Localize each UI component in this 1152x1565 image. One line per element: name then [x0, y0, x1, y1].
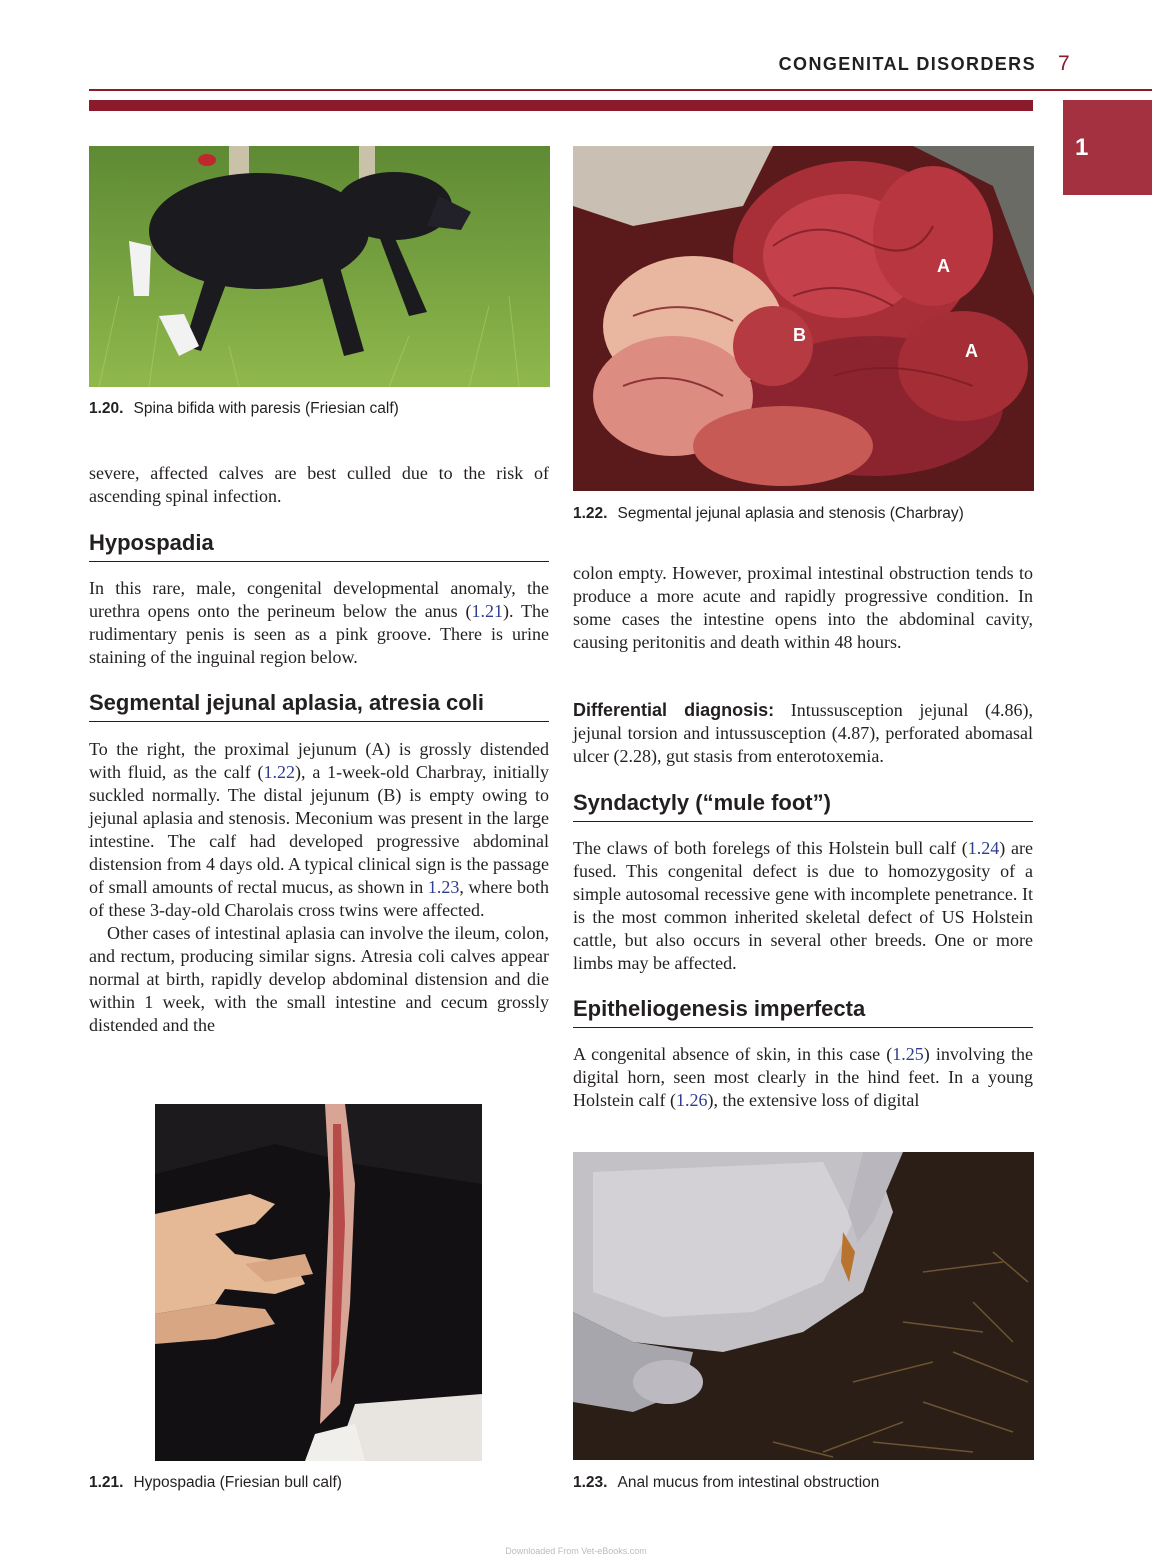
figure-reference-link[interactable]: 1.24: [967, 838, 1000, 858]
hypospadia-text-2: ). The rudimentary penis is seen as a pink groove. There is urine staining of the inguinal region below.: [89, 601, 549, 667]
continuation-paragraph: [573, 562, 1033, 654]
segmental-paragraphs: [89, 738, 549, 1037]
figure-number: 1.23.: [573, 1474, 608, 1491]
differential-diagnosis-label: Differential diagnosis:: [573, 700, 775, 720]
heading-hypospadia: Hypospadia: [89, 530, 549, 562]
figure-reference-link[interactable]: 1.26: [675, 1090, 708, 1110]
figure-label-b: B: [793, 325, 806, 345]
header-rule-thin: [89, 89, 1152, 91]
differential-diagnosis-text: Intussusception jejunal (4.86), jejunal torsion and intussusception (4.87), perforated abomasal ulcer (2.28), gut stasis from enterotoxemia.: [573, 700, 1033, 766]
figure-reference-link[interactable]: 1.25: [892, 1044, 924, 1064]
segmental-text-3: , where both of these 3-day-old Charolais cross twins were affected.: [89, 877, 549, 920]
differential-diagnosis-paragraph: [573, 699, 1033, 768]
epitheliogenesis-text-2: ) involving the digital horn, seen most clearly in the hind feet. In a young Holstein calf (: [573, 1044, 1033, 1110]
figure-1-20-caption: [89, 400, 399, 418]
footer-watermark: Downloaded From Vet-eBooks.com: [505, 1546, 647, 1556]
figure-label-a-lower: A: [965, 341, 978, 361]
heading-epitheliogenesis-imperfecta: Epitheliogenesis imperfecta: [573, 996, 1033, 1028]
figure-number: 1.20.: [89, 400, 124, 417]
segmental-text-2: ), a 1-week-old Charbray, initially suckled normally. The distal jejunum (B) is empty owing to jejunal aplasia and stenosis. Meconium was present in the large intestine. The calf had developed progressive abdominal distension from 4 days old. A typical clinical sign is the passage of small amounts of rectal mucus, as shown in: [89, 762, 550, 897]
intro-paragraph: [89, 462, 549, 508]
caption-text: Anal mucus from intestinal obstruction: [617, 1474, 880, 1491]
syndactyly-text-1: The claws of both forelegs of this Holstein bull calf (: [573, 838, 968, 858]
figure-1-23-photo: [573, 1152, 1034, 1460]
segmental-text-1: To the right, the proximal jejunum (A) is grossly distended with fluid, as the calf (: [89, 739, 549, 782]
heading-segmental-jejunal-aplasia: Segmental jejunal aplasia, atresia coli: [89, 690, 549, 722]
caption-text: Spina bifida with paresis (Friesian calf): [133, 400, 399, 417]
intro-text: severe, affected calves are best culled due to the risk of ascending spinal infection.: [89, 463, 549, 506]
figure-reference-link[interactable]: 1.22: [263, 762, 296, 782]
chapter-number: 1: [1075, 134, 1089, 161]
header-rule-thick: [89, 100, 1033, 111]
page-number: 7: [1058, 52, 1070, 75]
figure-1-22-photo: [573, 146, 1034, 491]
segmental-text-4: Other cases of intestinal aplasia can involve the ileum, colon, and rectum, producing similar signs. Atresia coli calves appear normal at birth, rapidly develop abdominal distension and die within 1 week, with the small intestine and cecum grossly distended and the: [89, 923, 549, 1035]
figure-1-21-photo: [155, 1104, 482, 1461]
epitheliogenesis-paragraph: [573, 1043, 1033, 1112]
figure-reference-link[interactable]: 1.21: [471, 601, 504, 621]
running-head: CONGENITAL DISORDERS: [778, 54, 1036, 74]
figure-1-21-caption: [89, 1474, 342, 1492]
hypospadia-paragraph: [89, 577, 549, 669]
figure-label-a-upper: A: [937, 256, 950, 276]
epitheliogenesis-text-3: ), the extensive loss of digital: [707, 1090, 920, 1110]
figure-1-20-photo: [89, 146, 550, 387]
hypospadia-text-1: In this rare, male, congenital developmental anomaly, the urethra opens onto the perineum below the anus (: [89, 578, 549, 621]
syndactyly-paragraph: [573, 837, 1033, 975]
continuation-text: colon empty. However, proximal intestinal obstruction tends to produce a more acute and rapidly progressive condition. In some cases the intestine opens into the abdominal cavity, causing peritonitis and death within 48 hours.: [573, 563, 1033, 652]
figure-number: 1.21.: [89, 1474, 124, 1491]
caption-text: Segmental jejunal aplasia and stenosis (Charbray): [617, 505, 964, 522]
caption-text: Hypospadia (Friesian bull calf): [133, 1474, 342, 1491]
figure-reference-link[interactable]: 1.23: [427, 877, 460, 897]
figure-1-23-caption: [573, 1474, 879, 1492]
epitheliogenesis-text-1: A congenital absence of skin, in this case (: [573, 1044, 893, 1064]
figure-number: 1.22.: [573, 505, 608, 522]
figure-1-22-caption: [573, 505, 964, 523]
heading-syndactyly: Syndactyly (“mule foot”): [573, 790, 1033, 822]
syndactyly-text-2: ) are fused. This congenital defect is due to homozygosity of a simple autosomal recessive gene with incomplete penetrance. It is the most common inherited skeletal defect of US Holstein cattle, but also occurs in several other breeds. One or more limbs may be affected.: [573, 838, 1034, 973]
